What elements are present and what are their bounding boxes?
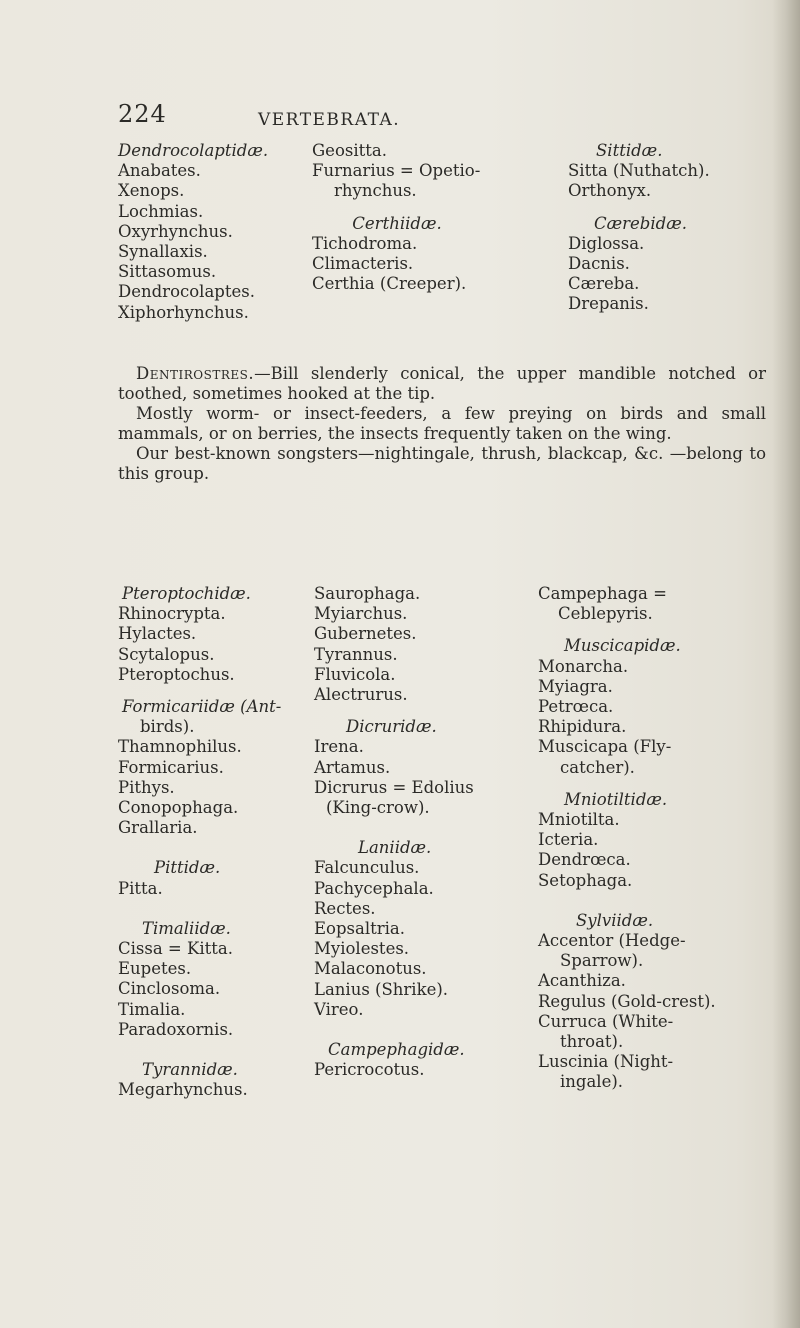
family-heading: Certhiidæ. (352, 213, 442, 233)
family-heading: Cærebidæ. (594, 213, 687, 233)
family-heading: Mniotiltidæ. (564, 789, 668, 809)
genus-item: Saurophaga. (314, 584, 421, 603)
genus-item: Megarhynchus. (118, 1080, 248, 1100)
genus-item: Pteroptochus. (118, 664, 235, 684)
genus-item: Artamus. (314, 757, 391, 777)
genus-item: Certhia (Creeper). (312, 274, 467, 294)
genus-item: Acanthiza. (538, 971, 626, 991)
genus-item: Myiarchus. (314, 604, 408, 624)
family-heading: Sittidæ. (596, 141, 663, 160)
genus-item: Curruca (White- (538, 1011, 674, 1031)
genus-item: Fluvicola. (314, 664, 396, 684)
page-edge-shadow (772, 0, 800, 1328)
genus-item: Thamnophilus. (118, 737, 242, 757)
upper-column-2 (312, 141, 512, 294)
family-heading-line (118, 697, 308, 717)
genus-item: Icteria. (538, 830, 599, 850)
genus-item: Muscicapa (Fly- (538, 737, 672, 757)
genus-item: Pericrocotus. (314, 1060, 425, 1080)
genus-item: catcher). (560, 757, 635, 777)
upper-column-1 (118, 141, 298, 323)
genus-item: Myiolestes. (314, 939, 410, 959)
genus-item: Irena. (314, 737, 364, 757)
genus-item: Diglossa. (568, 233, 645, 253)
genus-item: Alectrurus. (314, 685, 408, 705)
section-lead: Dentirostres. (136, 364, 255, 383)
genus-item: Rhipidura. (538, 717, 627, 737)
family-heading: Laniidæ. (358, 838, 432, 858)
upper-column-3 (568, 141, 768, 315)
family-heading: Pteroptochidæ. (122, 584, 251, 603)
family-heading: Timaliidæ. (142, 918, 231, 938)
genus-item: Formicarius. (118, 757, 224, 777)
genus-item: Ceblepyris. (558, 604, 653, 624)
genus-item: Grallaria. (118, 818, 198, 838)
genus-item: Setophaga. (538, 870, 633, 890)
genus-item: Orthonyx. (568, 181, 652, 201)
family-heading: Campephagidæ. (328, 1040, 465, 1060)
genus-item: Eopsaltria. (314, 919, 405, 939)
genus-item: Regulus (Gold-crest). (538, 991, 716, 1011)
genus-item: Lanius (Shrike). (314, 979, 449, 999)
genus-item: Malaconotus. (314, 959, 427, 979)
genus-item: Synallaxis. (118, 242, 208, 262)
genus-item: Petrœca. (538, 697, 614, 717)
genus-item: Vireo. (314, 999, 364, 1019)
genus-item: Climacteris. (312, 254, 414, 274)
family-heading-cont: birds). (140, 717, 195, 737)
genus-item: (King-crow). (326, 798, 430, 818)
dentirostres-paragraph (118, 364, 766, 484)
genus-item: ingale). (560, 1072, 624, 1092)
family-heading: Formicariidæ (Ant- (122, 697, 282, 717)
genus-item: rhynchus. (334, 181, 417, 201)
family-heading: Muscicapidæ. (564, 636, 681, 656)
genus-item: Monarcha. (538, 656, 629, 676)
genus-item: Rectes. (314, 898, 376, 918)
paragraph-line-1 (118, 364, 766, 404)
genus-item: Dendrœca. (538, 850, 631, 870)
genus-item: Mniotilta. (538, 810, 620, 830)
genus-item: Myiagra. (538, 676, 613, 696)
genus-item: Sittasomus. (118, 262, 217, 282)
genus-item: Campephaga = (538, 584, 667, 603)
genus-item: Hylactes. (118, 624, 197, 644)
genus-item: Cinclosoma. (118, 979, 221, 999)
genus-item: Geositta. (312, 141, 387, 160)
genus-item: Paradoxornis. (118, 1019, 234, 1039)
genus-item: Pachycephala. (314, 878, 434, 898)
genus-item: Accentor (Hedge- (538, 931, 686, 951)
genus-item: Tyrannus. (314, 644, 398, 664)
page-number: 224 (118, 100, 167, 128)
genus-item: Xiphorhynchus. (118, 302, 249, 322)
family-heading: Tyrannidæ. (142, 1060, 238, 1080)
lower-column-2 (314, 584, 524, 1080)
genus-item: Tichodroma. (312, 233, 418, 253)
genus-item: Conopophaga. (118, 798, 239, 818)
genus-item: Pitta. (118, 878, 163, 898)
genus-item: Furnarius = Opetio- (312, 161, 481, 181)
lower-column-1 (118, 584, 308, 1100)
genus-item: Pithys. (118, 777, 175, 797)
genus-item: throat). (560, 1032, 624, 1052)
genus-item: Timalia. (118, 999, 186, 1019)
genus-item: Xenops. (118, 181, 185, 201)
genus-item: Luscinia (Night- (538, 1052, 674, 1072)
paragraph-text: Our best-known songsters—nightingale, thrush, blackcap, &c. —belong to this group. (118, 444, 766, 483)
genus-item: Eupetes. (118, 959, 192, 979)
paragraph-text: Mostly worm- or insect-feeders, a few preying on birds and small mammals, or on berries, the insects frequently taken on the wing. (118, 404, 766, 443)
genus-item: Lochmias. (118, 201, 204, 221)
running-head: VERTEBRATA. (258, 110, 401, 130)
genus-item: Dicrurus = Edolius (314, 777, 474, 797)
paragraph-text: —Bill slenderly conical, the upper mandible notched or toothed, sometimes hooked at the tip. (118, 364, 766, 403)
genus-item: Cæreba. (568, 274, 640, 294)
family-heading: Dicruridæ. (346, 717, 437, 737)
family-heading: Pittidæ. (154, 858, 221, 878)
genus-item: Scytalopus. (118, 644, 215, 664)
genus-item: Cissa = Kitta. (118, 939, 233, 959)
genus-item: Sitta (Nuthatch). (568, 161, 710, 181)
family-heading: Sylviidæ. (576, 910, 654, 930)
genus-item: Rhinocrypta. (118, 604, 226, 624)
genus-item: Drepanis. (568, 294, 649, 314)
genus-item: Falcunculus. (314, 858, 420, 878)
genus-item: Oxyrhynchus. (118, 221, 233, 241)
family-heading: Dendrocolaptidæ. (118, 141, 269, 160)
lower-column-3 (538, 584, 770, 1093)
genus-item: Gubernetes. (314, 624, 417, 644)
genus-item: Dendrocolaptes. (118, 282, 255, 302)
genus-item: Sparrow). (560, 951, 644, 971)
genus-item: Anabates. (118, 161, 201, 181)
genus-item: Dacnis. (568, 254, 630, 274)
